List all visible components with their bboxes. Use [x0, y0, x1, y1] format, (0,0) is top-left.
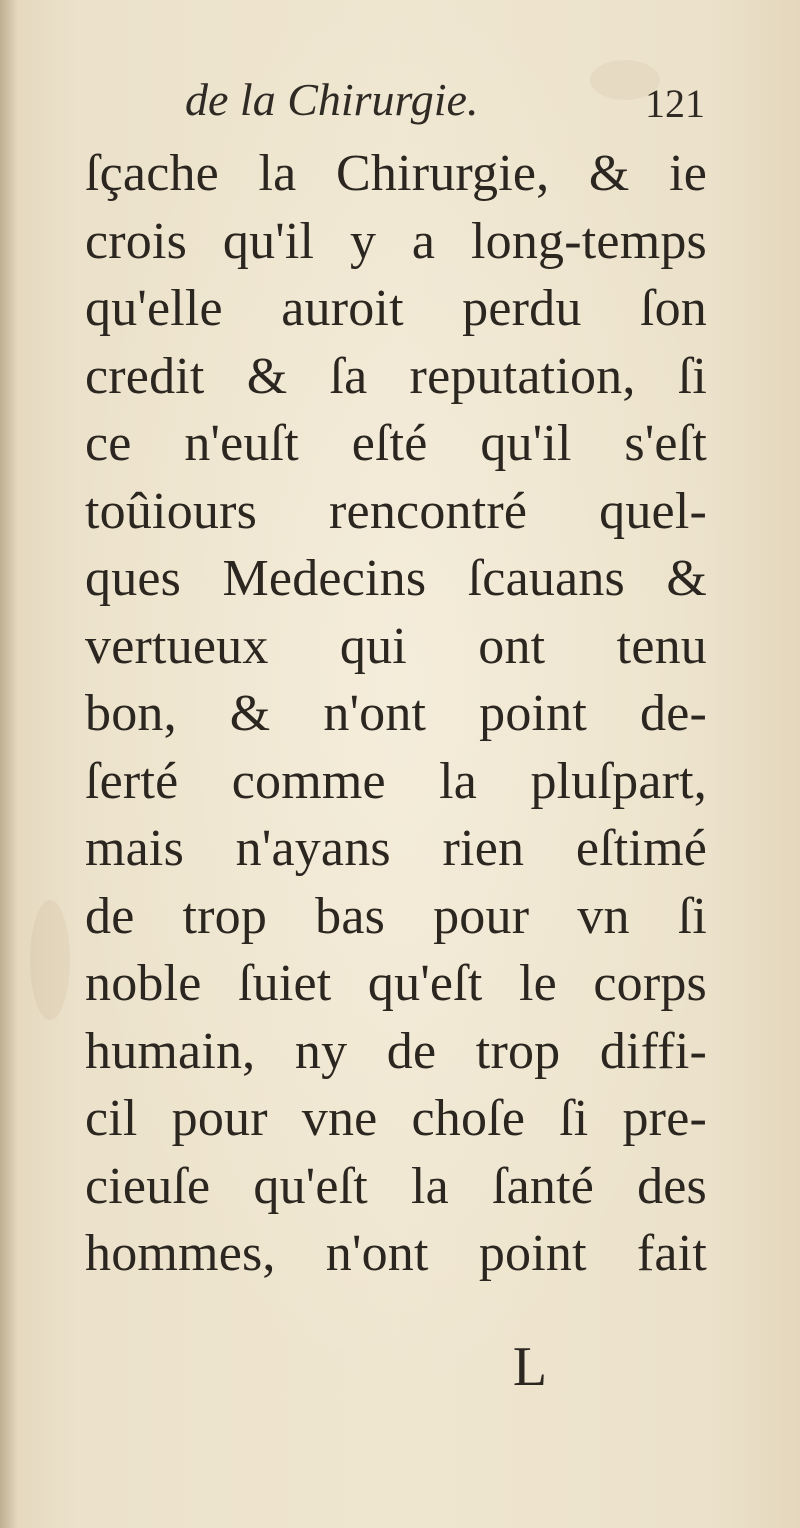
text-line: ce n'euſt eſté qu'il s'eſt [85, 415, 707, 472]
text-line: ques Medecins ſcauans & [85, 550, 707, 607]
body-text [85, 140, 707, 1288]
text-line: qu'elle auroit perdu ſon [85, 280, 707, 337]
text-line: toûiours rencontré quel- [85, 482, 707, 540]
text-line: de trop bas pour vn ſi [85, 887, 707, 945]
text-line: credit & ſa reputation, ſi [85, 347, 707, 405]
page-header [185, 72, 715, 128]
text-line: crois qu'il y a long-temps [85, 212, 707, 270]
binding-shadow [0, 0, 18, 1528]
running-title: de la Chirurgie. [185, 74, 479, 125]
text-line: hommes, n'ont point fait [85, 1225, 707, 1282]
text-line: noble ſuiet qu'eſt le corps [85, 955, 707, 1012]
text-line: vertueux qui ont tenu [85, 617, 707, 675]
catchword: L [512, 1336, 548, 1398]
text-line: cieuſe qu'eſt la ſanté des [85, 1157, 707, 1215]
text-line: humain, ny de trop diffi- [85, 1022, 707, 1080]
text-line: ſerté comme la pluſpart, [85, 752, 707, 810]
page-number: 121 [645, 81, 705, 126]
text-line: cil pour vne choſe ſi pre- [85, 1090, 707, 1147]
text-line: ſçache la Chirurgie, & ie [85, 145, 707, 202]
text-line: mais n'ayans rien eſtimé [85, 820, 707, 877]
paper-stain [30, 900, 70, 1020]
text-line: bon, & n'ont point de- [85, 685, 707, 742]
